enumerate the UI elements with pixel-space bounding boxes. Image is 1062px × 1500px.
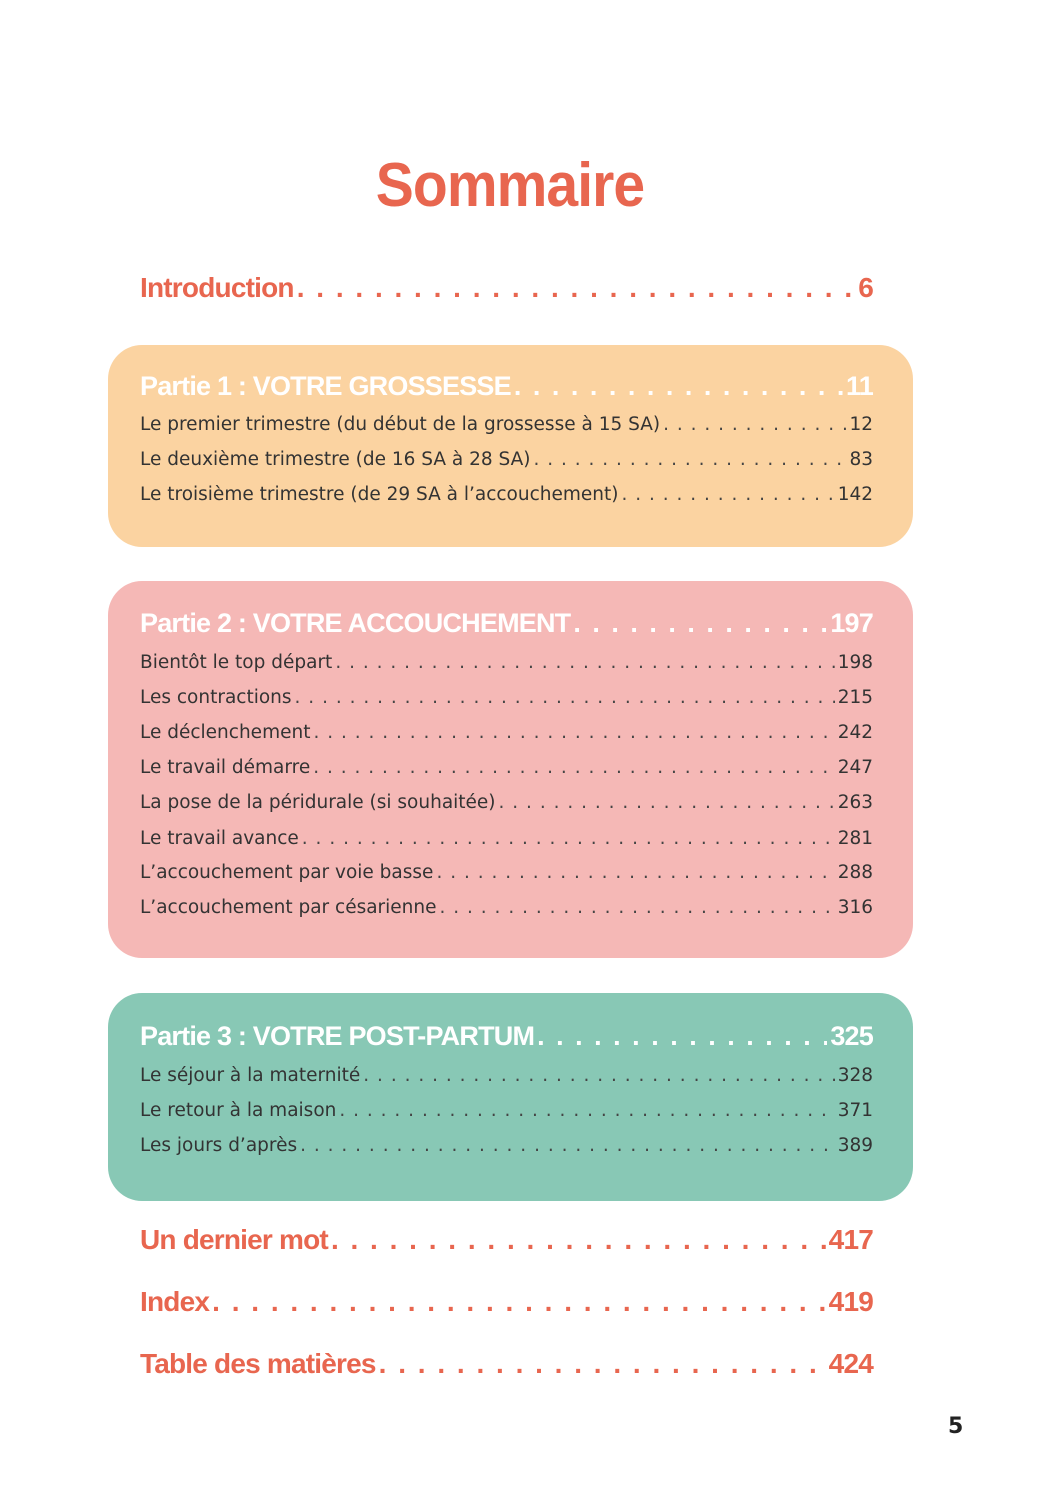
dot-leader xyxy=(573,608,827,639)
sub-entry-label: L’accouchement par voie basse xyxy=(140,862,434,883)
dot-leader xyxy=(331,1224,826,1256)
toc-sub-entry[interactable] xyxy=(140,1065,873,1086)
sub-entry-page: 198 xyxy=(837,652,873,673)
toc-sub-entry[interactable] xyxy=(140,722,873,743)
toc-sub-entry[interactable] xyxy=(140,1135,873,1156)
dot-leader xyxy=(514,371,843,402)
dot-leader xyxy=(436,862,834,883)
toc-entry-introduction[interactable] xyxy=(140,272,873,304)
part-heading-page: 197 xyxy=(830,608,873,638)
toc-sub-entry[interactable] xyxy=(140,792,873,813)
sub-entry-page: 242 xyxy=(837,722,873,743)
toc-entry-label: Un dernier mot xyxy=(140,1224,328,1255)
sub-entry-label: Le séjour à la maternité xyxy=(140,1065,361,1086)
dot-leader xyxy=(440,897,835,918)
dot-leader xyxy=(663,414,846,435)
part-heading-label: Partie 2 : VOTRE ACCOUCHEMENT xyxy=(140,608,571,638)
dot-leader xyxy=(313,757,834,778)
toc-entry-table-des-matieres[interactable] xyxy=(140,1348,873,1380)
dot-leader xyxy=(533,449,846,470)
part-heading-label: Partie 3 : VOTRE POST-PARTUM xyxy=(140,1021,535,1051)
sub-entry-page: 389 xyxy=(837,1135,873,1156)
toc-sub-entry[interactable] xyxy=(140,484,873,505)
sub-entry-label: Bientôt le top départ xyxy=(140,652,333,673)
sub-entry-label: Le déclenchement xyxy=(140,722,311,743)
page-number: 5 xyxy=(948,1414,964,1439)
toc-sub-entry[interactable] xyxy=(140,652,873,673)
toc-sub-entry[interactable] xyxy=(140,1100,873,1121)
dot-leader xyxy=(212,1286,826,1318)
toc-sub-entry[interactable] xyxy=(140,757,873,778)
toc-entry-label: Index xyxy=(140,1286,210,1317)
sub-entry-label: Les jours d’après xyxy=(140,1135,298,1156)
toc-part-1-heading[interactable] xyxy=(140,371,873,402)
sub-entry-page: 215 xyxy=(837,687,873,708)
sub-entry-page: 263 xyxy=(837,792,873,813)
dot-leader xyxy=(537,1021,827,1052)
dot-leader xyxy=(302,828,835,849)
toc-entry-index[interactable] xyxy=(140,1286,873,1318)
toc-entry-page: 6 xyxy=(858,272,873,303)
dot-leader xyxy=(297,272,856,304)
toc-sub-entry[interactable] xyxy=(140,897,873,918)
toc-sub-entry[interactable] xyxy=(140,862,873,883)
dot-leader xyxy=(335,652,834,673)
part-heading-page: 11 xyxy=(846,371,873,401)
part-heading-label: Partie 1 : VOTRE GROSSESSE xyxy=(140,371,511,401)
sub-entry-label: La pose de la péridurale (si souhaitée) xyxy=(140,792,496,813)
sub-entry-page: 281 xyxy=(837,828,873,849)
sub-entry-label: Le troisième trimestre (de 29 SA à l’accouchement) xyxy=(140,484,619,505)
sub-entry-label: L’accouchement par césarienne xyxy=(140,897,437,918)
toc-entry-page: 424 xyxy=(828,1348,873,1379)
toc-sub-entry[interactable] xyxy=(140,687,873,708)
dot-leader xyxy=(300,1135,835,1156)
sub-entry-label: Le travail démarre xyxy=(140,757,311,778)
page-title: Sommaire xyxy=(375,151,645,220)
sub-entry-page: 328 xyxy=(837,1065,873,1086)
dot-leader xyxy=(363,1065,834,1086)
toc-part-2-heading[interactable] xyxy=(140,608,873,639)
sub-entry-label: Les contractions xyxy=(140,687,292,708)
sub-entry-page: 288 xyxy=(837,862,873,883)
sub-entry-page: 83 xyxy=(849,449,873,470)
toc-entry-label: Introduction xyxy=(140,272,294,303)
toc-entry-page: 417 xyxy=(828,1224,873,1255)
sub-entry-page: 247 xyxy=(837,757,873,778)
dot-leader xyxy=(295,687,835,708)
dot-leader xyxy=(379,1348,826,1380)
sub-entry-label: Le retour à la maison xyxy=(140,1100,337,1121)
sub-entry-page: 316 xyxy=(837,897,873,918)
toc-sub-entry[interactable] xyxy=(140,828,873,849)
dot-leader xyxy=(313,722,834,743)
sub-entry-page: 142 xyxy=(837,484,873,505)
toc-sub-entry[interactable] xyxy=(140,414,873,435)
toc-entry-page: 419 xyxy=(828,1286,873,1317)
toc-sub-entry[interactable] xyxy=(140,449,873,470)
sub-entry-page: 371 xyxy=(837,1100,873,1121)
part-heading-page: 325 xyxy=(830,1021,873,1051)
dot-leader xyxy=(499,792,835,813)
toc-entry-dernier-mot[interactable] xyxy=(140,1224,873,1256)
dot-leader xyxy=(339,1100,834,1121)
sub-entry-label: Le premier trimestre (du début de la grossesse à 15 SA) xyxy=(140,414,661,435)
toc-part-3-heading[interactable] xyxy=(140,1021,873,1052)
toc-entry-label: Table des matières xyxy=(140,1348,376,1379)
sub-entry-page: 12 xyxy=(849,414,873,435)
sub-entry-label: Le travail avance xyxy=(140,828,299,849)
dot-leader xyxy=(621,484,834,505)
sub-entry-label: Le deuxième trimestre (de 16 SA à 28 SA) xyxy=(140,449,531,470)
